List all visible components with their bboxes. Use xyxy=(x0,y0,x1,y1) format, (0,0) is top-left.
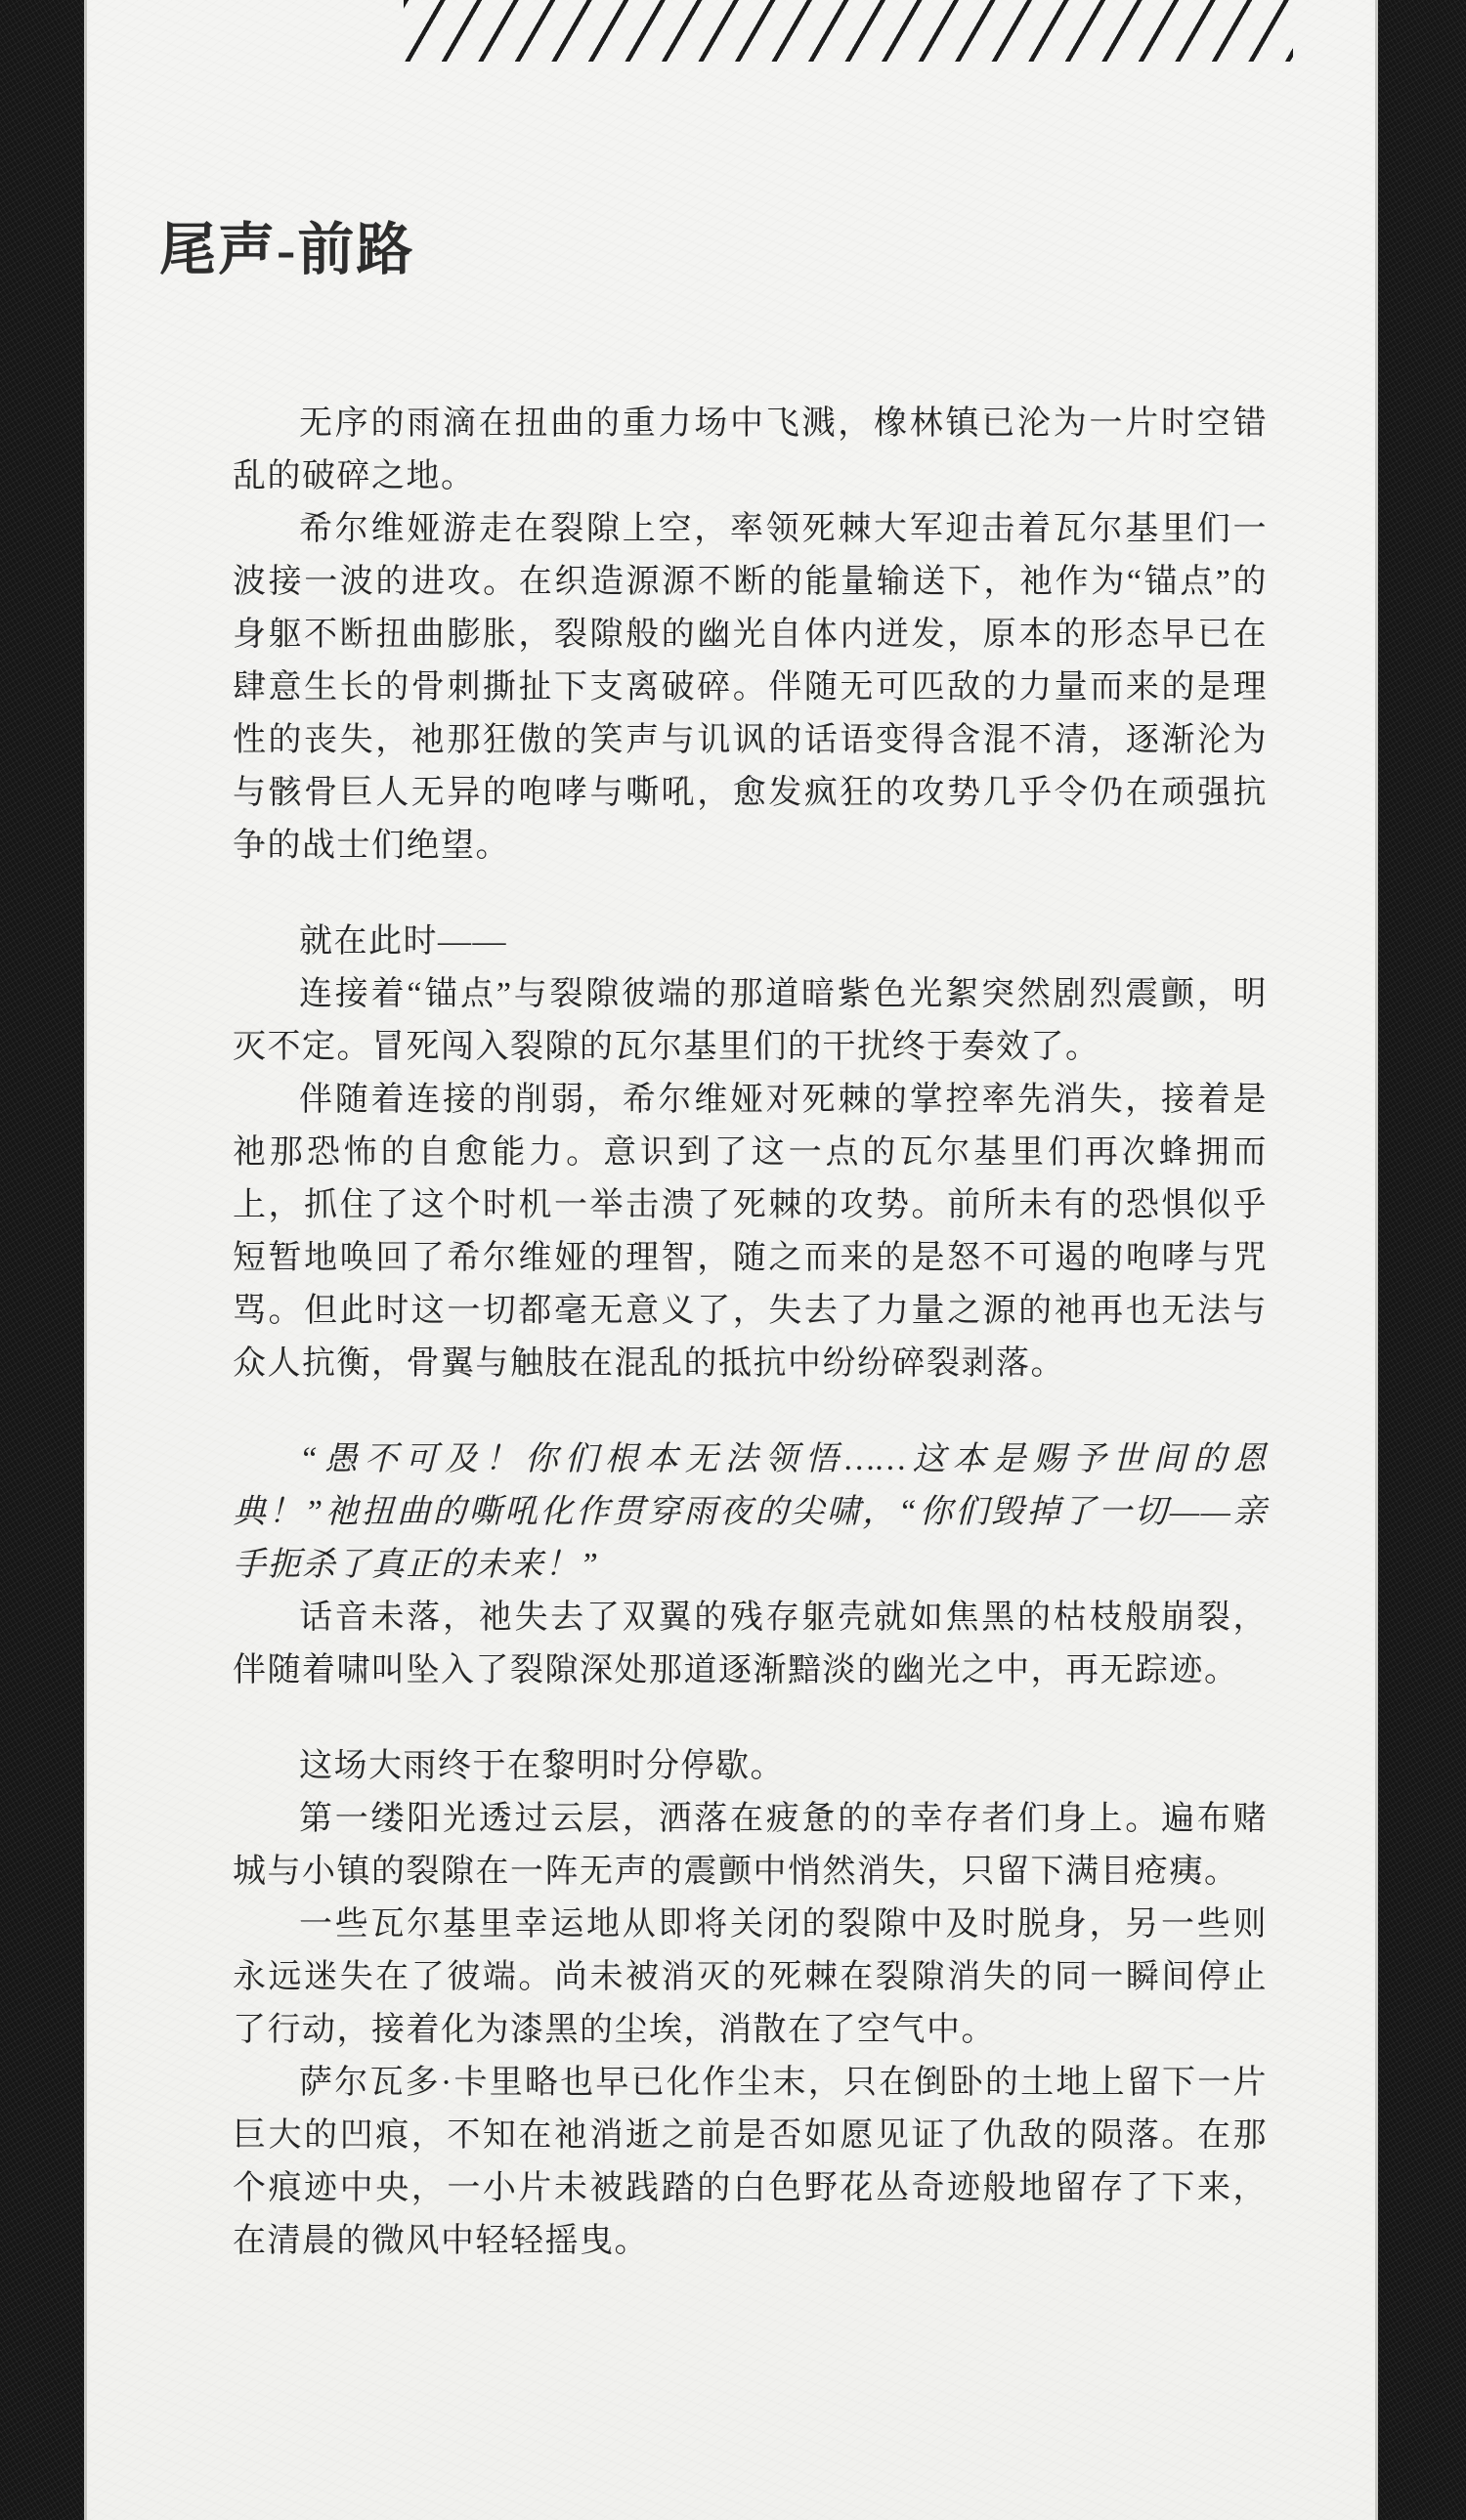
article-body xyxy=(233,398,1268,2268)
right-dark-border xyxy=(1378,0,1466,2520)
left-dark-border xyxy=(0,0,84,2520)
paragraph: 一些瓦尔基里幸运地从即将关闭的裂隙中及时脱身，另一些则永远迷失在了彼端。尚未被消灭的死棘在裂隙消失的同一瞬间停止了行动，接着化为漆黑的尘埃，消散在了空气中。 xyxy=(233,1906,1268,2048)
paragraph: 萨尔瓦多·卡里略也早已化作尘末，只在倒卧的土地上留下一片巨大的凹痕，不知在祂消逝之前是否如愿见证了仇敌的陨落。在那个痕迹中央，一小片未被践踏的白色野花丛奇迹般地留存了下来，在清晨的微风中轻轻摇曳。 xyxy=(233,2065,1268,2259)
paragraph-group xyxy=(233,398,1268,873)
quote-paragraph: “愚不可及！你们根本无法领悟……这本是赐予世间的恩典！”祂扭曲的嘶吼化作贯穿雨夜的尖啸，“你们毁掉了一切——亲手扼杀了真正的未来！” xyxy=(233,1441,1268,1583)
diagonal-hatch-icon xyxy=(404,0,1293,62)
paragraph: 这场大雨终于在黎明时分停歇。 xyxy=(299,1748,785,1784)
paragraph-group xyxy=(233,1433,1268,1697)
paragraph: 就在此时—— xyxy=(299,923,507,960)
paragraph: 伴随着连接的削弱，希尔维娅对死棘的掌控率先消失，接着是祂那恐怖的自愈能力。意识到了这一点的瓦尔基里们再次蜂拥而上，抓住了这个时机一举击溃了死棘的攻势。前所未有的恐惧似乎短暂地唤回了希尔维娅的理智，随之而来的是怒不可遏的咆哮与咒骂。但此时这一切都毫无意义了，失去了力量之源的祂再也无法与众人抗衡，骨翼与触肢在混乱的抵抗中纷纷碎裂剥落。 xyxy=(233,1082,1268,1382)
paragraph: 第一缕阳光透过云层，洒落在疲惫的的幸存者们身上。遍布赌城与小镇的裂隙在一阵无声的震颤中悄然消失，只留下满目疮痍。 xyxy=(233,1801,1268,1890)
paper-page xyxy=(84,0,1378,2520)
page-title: 尾声-前路 xyxy=(159,218,415,281)
paragraph: 希尔维娅游走在裂隙上空，率领死棘大军迎击着瓦尔基里们一波接一波的进攻。在织造源源不断的能量输送下，祂作为“锚点”的身躯不断扭曲膨胀，裂隙般的幽光自体内迸发，原本的形态早已在肆意生长的骨刺撕扯下支离破碎。伴随无可匹敌的力量而来的是理性的丧失，祂那狂傲的笑声与讥讽的话语变得含混不清，逐渐沦为与骸骨巨人无异的咆哮与嘶吼，愈发疯狂的攻势几乎令仍在顽强抗争的战士们绝望。 xyxy=(233,511,1268,864)
paragraph: 连接着“锚点”与裂隙彼端的那道暗紫色光絮突然剧烈震颤，明灭不定。冒死闯入裂隙的瓦尔基里们的干扰终于奏效了。 xyxy=(233,976,1268,1065)
paragraph: 话音未落，祂失去了双翼的残存躯壳就如焦黑的枯枝般崩裂，伴随着啸叫坠入了裂隙深处那道逐渐黯淡的幽光之中，再无踪迹。 xyxy=(233,1600,1268,1688)
paragraph-group xyxy=(233,916,1268,1390)
paragraph-group xyxy=(233,1740,1268,2268)
paragraph: 无序的雨滴在扭曲的重力场中飞溅，橡林镇已沦为一片时空错乱的破碎之地。 xyxy=(233,406,1268,494)
